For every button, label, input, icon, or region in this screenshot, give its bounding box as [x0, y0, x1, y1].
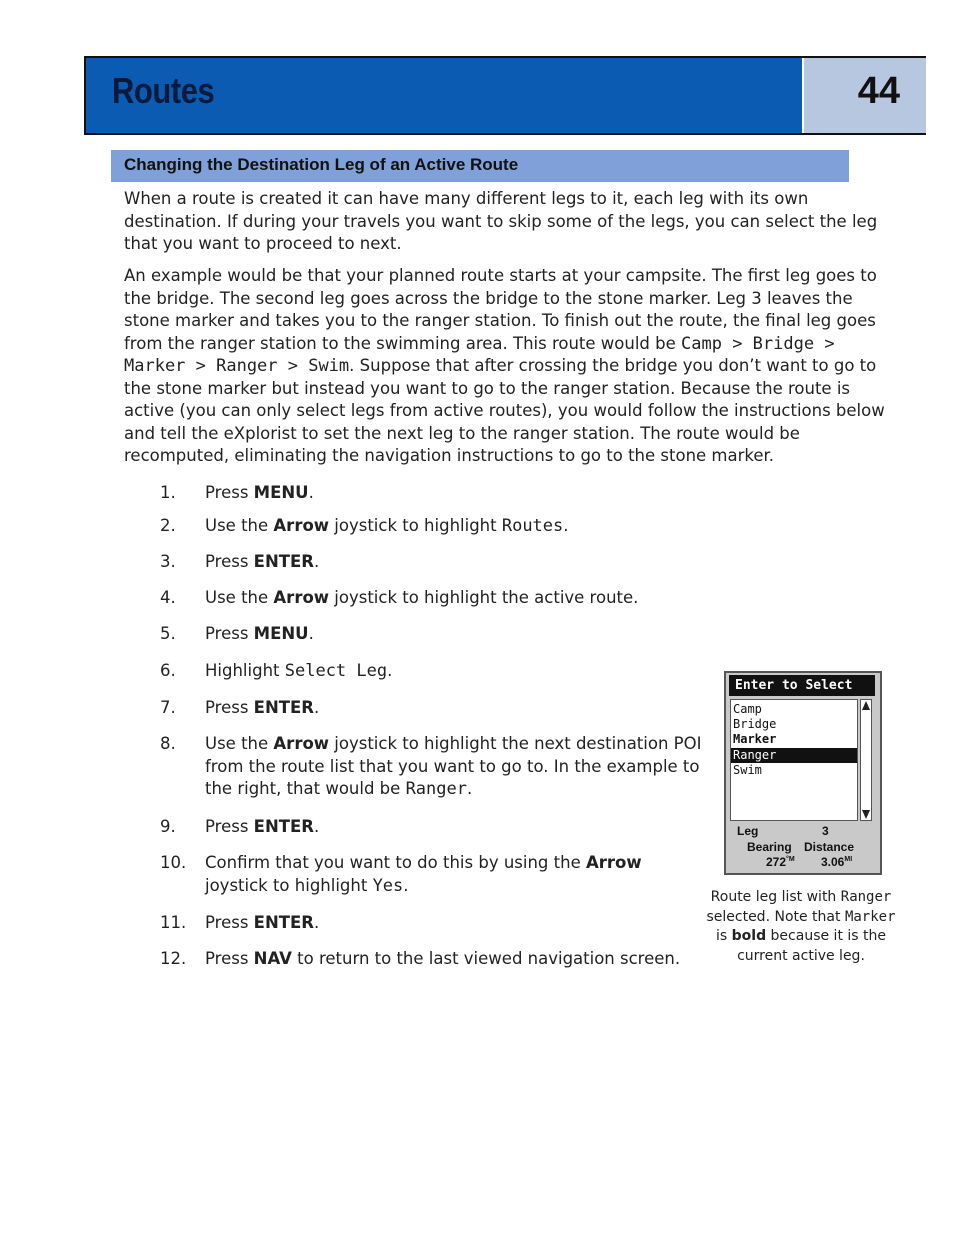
step-key: Arrow: [273, 588, 330, 607]
step-menu-item: Select Leg: [284, 661, 388, 681]
step-number: 1.: [160, 483, 176, 502]
page-title: Routes: [112, 70, 215, 111]
step-text-part: Confirm that you want to do this by using the: [205, 853, 586, 872]
figure-caption: [704, 888, 898, 966]
distance-unit: MI: [844, 856, 853, 863]
paragraph-intro: When a route is created it can have many different legs to it, each leg with its own destination. If during your travels you want to skip some of the legs, you can select the leg that you want to proceed to next.: [124, 189, 878, 253]
distance-value: 3.06: [821, 855, 845, 869]
step-number: 7.: [160, 698, 176, 717]
step-number: 2.: [160, 516, 176, 535]
scroll-up-arrow-icon[interactable]: [862, 701, 870, 710]
route-name: Camp > Bridge > Marker > Ranger > Swim: [124, 333, 835, 376]
step-text-part: .: [313, 698, 320, 717]
step-menu-item: Routes: [501, 516, 564, 536]
step-text: [205, 623, 705, 646]
step-key: MENU: [253, 624, 309, 643]
step-text-part: joystick to highlight the next destination POI from the route list that you want to go to. In the example to the right, that would be: [205, 734, 702, 798]
step-text-part: Use the: [205, 588, 274, 607]
scrollbar[interactable]: [860, 699, 872, 821]
page-header: [84, 56, 926, 135]
step-text-part: .: [313, 817, 320, 836]
bearing-unit: °M: [786, 856, 795, 863]
list-item[interactable]: Camp: [733, 702, 762, 716]
step-key: Arrow: [585, 853, 642, 872]
step-text-part: joystick to highlight: [329, 516, 502, 535]
list-item[interactable]: Bridge: [733, 717, 777, 731]
paragraph-example-part-a: An example would be that your planned route starts at your campsite. The first leg goes to the bridge. The second leg goes across the bridge to the stone marker. Leg 3 leaves the stone marker and takes you to the ranger station. To finish out the route, the final leg goes from the ranger station to the swimming area. This route would be: [124, 266, 877, 353]
step-text-part: .: [313, 913, 320, 932]
step-text-part: Press: [205, 817, 254, 836]
title-bar: [86, 58, 802, 133]
caption-menu-item: Marker: [844, 908, 896, 925]
caption-part: because it is the current active leg.: [737, 928, 886, 964]
device-screen: [724, 671, 882, 875]
leg-label: Leg: [737, 824, 759, 838]
caption-menu-item: Ranger: [840, 889, 892, 905]
step-key: ENTER: [253, 913, 314, 932]
caption-part: Route leg list with: [710, 889, 841, 905]
step-text: [205, 551, 705, 574]
paragraph-example-part-b: . Suppose that after crossing the bridge you don’t want to go to the stone marker but instead you want to go to the ranger station. Because the route is active (you can only select legs from active routes), you would follow the instructions below and tell the eXplorist to set the next leg to the ranger station. The route would be recomputed, eliminating the navigation instructions to go to the stone marker.: [124, 356, 885, 465]
step-text-part: Press: [205, 624, 254, 643]
paragraph-example: [124, 265, 899, 468]
list-item-active[interactable]: Marker: [733, 732, 777, 746]
step-text-part: .: [563, 516, 569, 535]
step-text: [205, 587, 705, 610]
step-number: 11.: [160, 913, 187, 932]
step-text-part: .: [313, 552, 320, 571]
distance-label: Distance: [804, 840, 855, 854]
bearing-label: Bearing: [747, 840, 792, 854]
step-text-part: Press: [205, 552, 254, 571]
step-text-part: .: [308, 483, 314, 502]
step-text-part: Press: [205, 483, 254, 502]
leg-value: 3: [822, 824, 829, 838]
step-menu-item: Yes: [372, 875, 404, 896]
caption-part: selected. Note that: [706, 908, 845, 925]
list-item[interactable]: Swim: [733, 763, 762, 777]
step-text: [205, 515, 705, 538]
step-key: ENTER: [253, 552, 314, 571]
step-text-part: .: [403, 875, 409, 895]
step-text-part: .: [387, 661, 393, 680]
step-key: ENTER: [253, 698, 314, 717]
list-item-selected[interactable]: Ranger: [731, 748, 857, 763]
distance-readout: [821, 855, 852, 869]
step-text: [205, 697, 705, 720]
step-number: 12.: [160, 949, 187, 968]
step-text: [205, 816, 705, 839]
step-text-part: to return to the last viewed navigation screen.: [291, 949, 681, 968]
step-number: 5.: [160, 624, 176, 643]
step-text-part: Press: [205, 949, 254, 968]
caption-part: is: [715, 928, 732, 944]
step-key: Arrow: [273, 734, 330, 753]
section-heading: Changing the Destination Leg of an Active Route: [124, 155, 519, 174]
section-heading-bar: [111, 150, 849, 182]
step-text-part: Press: [205, 913, 254, 932]
step-text-part: joystick to highlight the active route.: [329, 588, 639, 607]
step-number: 3.: [160, 552, 176, 571]
step-key: Arrow: [273, 516, 330, 535]
step-text-part: Use the: [205, 516, 274, 535]
step-key: NAV: [253, 949, 292, 968]
step-text: [205, 852, 705, 897]
page-number: 44: [857, 70, 900, 112]
step-number: 8.: [160, 734, 176, 753]
step-number: 4.: [160, 588, 176, 607]
step-number: 10.: [160, 853, 187, 872]
step-text-part: .: [308, 624, 314, 643]
step-number: 9.: [160, 817, 176, 836]
step-key: ENTER: [253, 817, 314, 836]
device-title-bar: Enter to Select: [729, 675, 875, 696]
step-key: MENU: [253, 483, 309, 502]
step-text-part: Press: [205, 698, 254, 717]
step-text: [205, 912, 705, 935]
step-text-part: Highlight: [205, 661, 285, 680]
page-number-box: [802, 58, 926, 133]
step-number: 6.: [160, 661, 176, 680]
step-text-part: Use the: [205, 734, 274, 753]
step-text: [205, 482, 705, 505]
step-text: [205, 733, 705, 801]
step-text-part: joystick to highlight: [205, 875, 373, 895]
step-menu-item: Ranger: [405, 779, 467, 799]
bearing-readout: [766, 855, 795, 869]
step-text: [205, 660, 705, 683]
bearing-value: 272: [766, 855, 787, 869]
caption-bold-word: bold: [731, 928, 767, 944]
scroll-down-arrow-icon[interactable]: [862, 810, 870, 819]
step-text-part: .: [466, 779, 473, 798]
route-leg-list: [730, 699, 858, 821]
step-text: [205, 948, 705, 971]
